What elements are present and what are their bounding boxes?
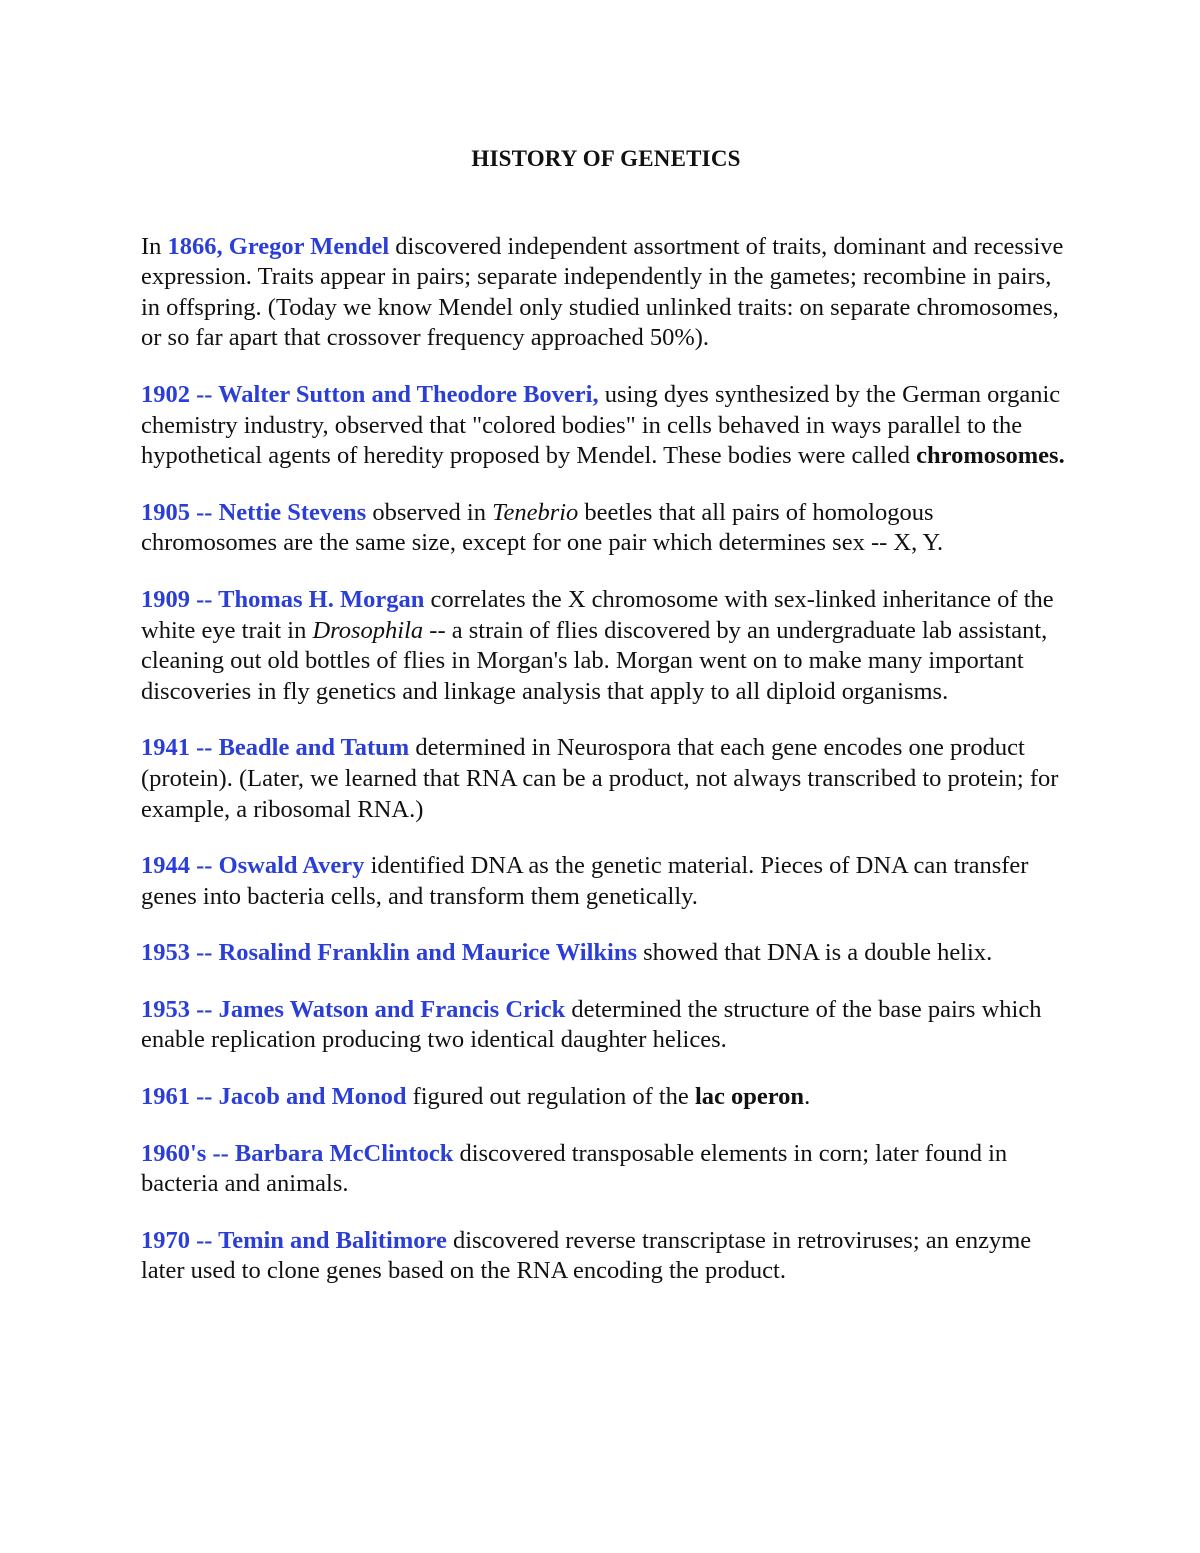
entry-text: discovered reverse transcriptase in retroviruses; an enzyme later used to clone genes based on the RNA encoding the product. <box>141 1226 1032 1285</box>
timeline-entry <box>141 380 1071 472</box>
timeline-entry <box>141 1139 1071 1200</box>
timeline-entry <box>141 995 1071 1056</box>
entry-text: showed that DNA is a double helix. <box>637 939 993 967</box>
entry-text: determined the structure of the base pairs which enable replication producing two identical daughter helices. <box>141 995 1042 1054</box>
timeline-entry <box>141 851 1071 912</box>
timeline-entry <box>141 733 1071 825</box>
entry-text: observed in <box>366 498 493 526</box>
entry-date-and-names: 1970 -- Temin and Balitimore <box>141 1226 447 1254</box>
entry-text: beetles that all pairs of homologous chromosomes are the same size, except for one pair which determines sex -- X, Y. <box>141 498 944 557</box>
entry-text: figured out regulation of the <box>406 1083 695 1111</box>
timeline-entry <box>141 585 1071 707</box>
entry-date-and-names: 1941 -- Beadle and Tatum <box>141 734 410 762</box>
entry-text: determined in Neurospora that each gene encodes one product (protein). (Later, we learned that RNA can be a product, not always transcribed to protein; for example, a ribosomal RNA.) <box>141 734 1059 823</box>
entry-text: identified DNA as the genetic material. Pieces of DNA can transfer genes into bacteria cells, and transform them genetically. <box>141 852 1029 910</box>
italic-term: Tenebrio <box>492 498 579 526</box>
entry-text: In <box>141 232 168 260</box>
document-body <box>141 144 1071 1313</box>
entry-date-and-names: 1961 -- Jacob and Monod <box>141 1083 407 1111</box>
entry-text: -- a strain of flies discovered by an undergraduate lab assistant, cleaning out old bottles of flies in Morgan's lab. Morgan went on to make many important discoveries in fly genetics and linkage analysis that apply to all diploid organisms. <box>141 616 1048 705</box>
entry-date-and-names: 1909 -- Thomas H. Morgan <box>141 585 425 613</box>
italic-term: Drosophila <box>312 616 424 644</box>
timeline-entry <box>141 1082 1071 1113</box>
entry-date-and-names: 1866, Gregor Mendel <box>167 232 390 260</box>
entry-date-and-names: 1960's -- Barbara McClintock <box>141 1139 454 1167</box>
bold-term: chromosomes. <box>916 442 1065 470</box>
timeline-entry <box>141 938 1071 969</box>
entry-date-and-names: 1953 -- Rosalind Franklin and Maurice Wilkins <box>141 939 637 967</box>
entry-text: discovered transposable elements in corn; later found in bacteria and animals. <box>141 1139 1008 1198</box>
timeline-entry <box>141 1226 1071 1287</box>
entry-text: using dyes synthesized by the German organic chemistry industry, observed that "colored bodies" in cells behaved in ways parallel to the hypothetical agents of heredity proposed by Mendel. These bodies were called <box>141 380 1061 470</box>
entry-date-and-names: 1905 -- Nettie Stevens <box>141 498 367 526</box>
document-title: HISTORY OF GENETICS <box>471 146 741 171</box>
entry-date-and-names: 1902 -- Walter Sutton and Theodore Boveri, <box>141 380 599 408</box>
entry-text: discovered independent assortment of traits, dominant and recessive expression. Traits appear in pairs; separate independently in the gametes; recombine in pairs, in offspring. (Today we know Mendel only studied unlinked traits: on separate chromosomes, or so far apart that crossover frequency approached 50%). <box>141 232 1064 352</box>
entry-date-and-names: 1944 -- Oswald Avery <box>141 852 365 880</box>
timeline-entry <box>141 232 1071 354</box>
entry-date-and-names: 1953 -- James Watson and Francis Crick <box>141 995 566 1023</box>
timeline-entry <box>141 498 1071 559</box>
paragraph-list <box>141 232 1071 1287</box>
entry-text: . <box>804 1083 811 1111</box>
entry-text: correlates the X chromosome with sex-linked inheritance of the white eye trait in <box>141 585 1054 644</box>
bold-term: lac operon <box>694 1083 805 1111</box>
